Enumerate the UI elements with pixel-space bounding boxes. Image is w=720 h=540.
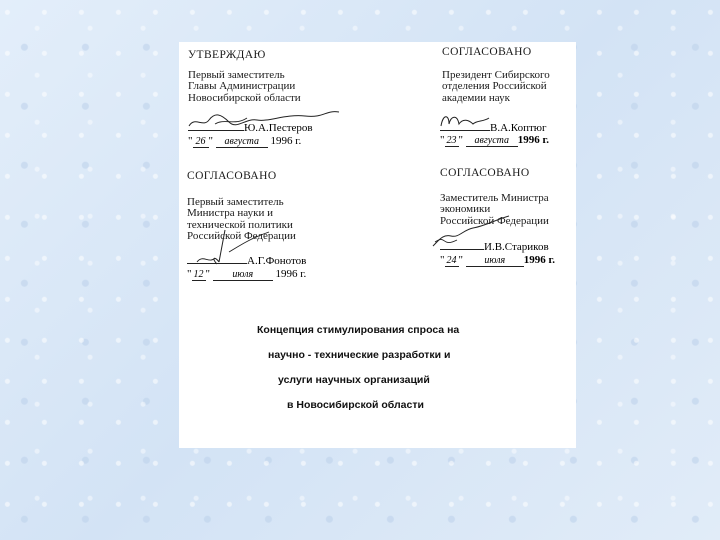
- signatory-name: В.А.Коптюг: [490, 122, 547, 134]
- signature-line: [440, 122, 547, 134]
- date-year: 1996 г.: [523, 254, 556, 266]
- signatory-name: Ю.А.Пестеров: [244, 122, 313, 134]
- date-year: 1996 г.: [517, 134, 550, 146]
- title-line: в Новосибирской области: [287, 399, 424, 411]
- approval-header: УТВЕРЖДАЮ: [188, 49, 266, 61]
- signatory-name: А.Г.Фонотов: [247, 255, 307, 267]
- signatory-name: И.В.Стариков: [484, 241, 549, 253]
- date-line: " 23 " августа 1996 г.: [440, 134, 550, 146]
- position-line: экономики: [440, 203, 491, 215]
- title-line: услуги научных организаций: [278, 374, 430, 386]
- approval-block-top-right: [442, 47, 550, 104]
- date-year: 1996 г.: [270, 135, 302, 147]
- position-line: Российской Федерации: [440, 214, 549, 227]
- date-year: 1996 г.: [275, 268, 307, 280]
- position-line: Президент Сибирского: [442, 68, 550, 81]
- position-line: Первый заместитель: [188, 68, 285, 81]
- approval-header: СОГЛАСОВАНО: [442, 46, 532, 58]
- date-line: " 24 " июля 1996 г.: [440, 254, 556, 266]
- date-day: 12: [193, 269, 204, 280]
- signature-line: [188, 122, 313, 134]
- position-line: Министра науки и: [187, 207, 273, 219]
- position-line: Российской Федерации: [187, 230, 296, 242]
- position-line: отделения Российской: [442, 80, 547, 92]
- document-page: [179, 42, 576, 448]
- approval-block-top-left: [188, 50, 301, 104]
- date-month: июля: [466, 255, 524, 267]
- date-line: " 12 " июля 1996 г.: [187, 268, 307, 280]
- position-line: академии наук: [442, 91, 510, 104]
- signature-line: [440, 241, 549, 253]
- date-month: августа: [216, 136, 268, 148]
- approval-header: СОГЛАСОВАНО: [440, 167, 530, 179]
- title-line: Концепция стимулирования спроса на: [257, 324, 460, 336]
- date-month: июля: [213, 269, 273, 281]
- date-day: 23: [446, 135, 457, 146]
- date-day: 26: [193, 136, 209, 148]
- date-day: 24: [446, 255, 457, 266]
- date-line: " 26 " августа 1996 г.: [188, 135, 302, 147]
- position-line: Главы Администрации: [188, 80, 296, 92]
- signature-line: [187, 255, 306, 267]
- position-line: Новосибирской области: [188, 91, 301, 104]
- date-month: августа: [466, 135, 518, 147]
- position-line: Первый заместитель: [187, 195, 284, 208]
- position-line: Заместитель Министра: [440, 191, 549, 204]
- position-line: технической политики: [187, 218, 293, 231]
- approval-header: СОГЛАСОВАНО: [187, 170, 277, 182]
- title-line: научно - технические разработки и: [268, 349, 451, 361]
